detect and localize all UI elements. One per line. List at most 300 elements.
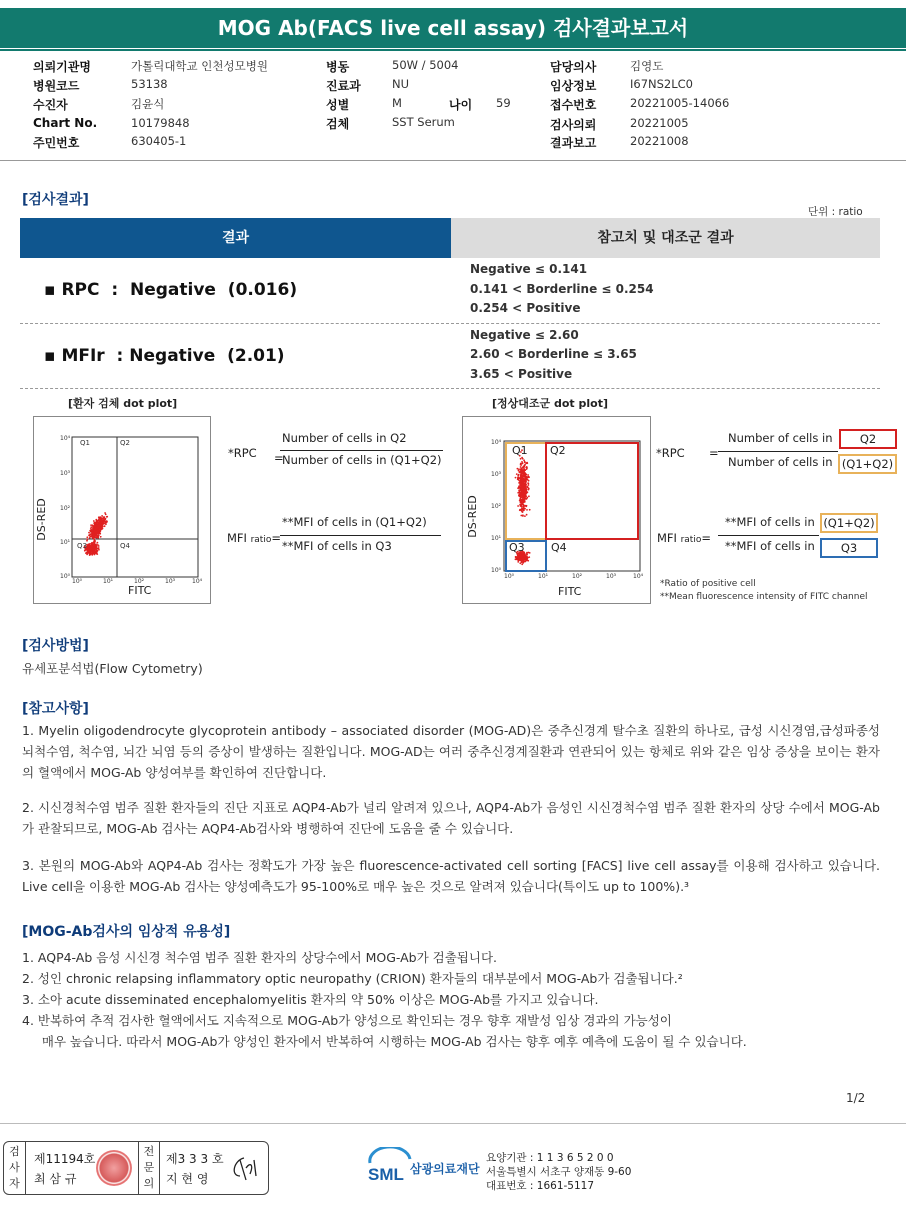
info-label: 병동 — [326, 60, 350, 74]
cell-dot — [95, 529, 97, 531]
cell-dot — [524, 505, 526, 507]
quadrant-label-q2: Q2 — [120, 439, 130, 447]
info-value: 20221005-14066 — [630, 96, 730, 110]
cell-dot — [522, 458, 524, 460]
info-value: I67NS2LC0 — [630, 77, 693, 91]
cell-dot — [99, 520, 101, 522]
cell-dot — [521, 473, 523, 475]
cell-dot — [520, 515, 522, 517]
info-value: M — [392, 96, 402, 110]
cell-dot — [525, 478, 527, 480]
sml-logo-mark — [366, 1147, 414, 1187]
y-tick: 10² — [60, 505, 71, 512]
q2-gate — [546, 443, 638, 539]
cell-dot — [524, 515, 526, 517]
cell-dot — [520, 479, 522, 481]
cell-dot — [520, 501, 522, 503]
cell-dot — [521, 506, 523, 508]
mfir-ref-line: 2.60 < Borderline ≤ 3.65 — [470, 347, 637, 361]
cell-dot — [86, 554, 88, 556]
cell-dot — [526, 497, 528, 499]
cell-dot — [525, 559, 527, 561]
clinical-heading: [MOG-Ab검사의 임상적 유용성] — [22, 924, 231, 940]
cell-dot — [523, 504, 525, 506]
cell-dot — [517, 505, 519, 507]
cell-dot — [93, 548, 95, 550]
footer-address-line: 서울특별시 서초구 양재동 9-60 — [486, 1166, 632, 1178]
cell-dot — [99, 523, 101, 525]
label-char: 자 — [9, 1177, 20, 1190]
info-label: 결과보고 — [550, 136, 597, 150]
mfir-ref-line: 3.65 < Positive — [470, 367, 573, 381]
row-divider — [20, 323, 880, 324]
cell-dot — [102, 526, 104, 528]
rpc-denominator: Number of cells in (Q1+Q2) — [282, 453, 442, 467]
label-char: 사 — [9, 1161, 20, 1174]
cell-dot — [97, 536, 99, 538]
y-tick: 10¹ — [60, 539, 71, 546]
cell-dot — [522, 478, 524, 480]
separator: : — [116, 346, 124, 366]
rpc-name: RPC — [61, 280, 100, 300]
info-value: 가톨릭대학교 인천성모병원 — [131, 59, 268, 73]
cell-dot — [522, 562, 524, 564]
examiner-license: 제11194호 — [34, 1152, 96, 1166]
cell-dot — [98, 530, 100, 532]
mfir-status: Negative — [129, 346, 216, 366]
info-value: NU — [392, 77, 410, 91]
cell-dot — [524, 462, 526, 464]
quadrant-label-q3: Q3 — [509, 541, 525, 554]
cell-dot — [522, 492, 524, 494]
note-paragraph: 3. 본원의 MOG-Ab와 AQP4-Ab 검사는 정확도가 가장 높은 fluorescence-activated cell sorting [FACS] live cell assay를 이용해 검사하고 있습니다. Live cell을 이용한 MOG-Ab 검사는 양성예측도가 95-100%로 매우 높은 것으로 알려져 있습니다(특이도 up to 100%).³ — [22, 858, 880, 894]
cell-dot — [92, 524, 94, 526]
info-label: Chart No. — [33, 116, 98, 130]
cell-dot — [106, 516, 108, 518]
patient-dot-plot — [33, 416, 211, 604]
control-dot-plot — [462, 416, 651, 604]
cell-dot — [90, 547, 92, 549]
cell-dot — [525, 498, 527, 500]
cell-dot — [95, 551, 97, 553]
mfi-label — [657, 531, 711, 545]
reference-column-header: 참고치 및 대조군 결과 — [451, 218, 880, 258]
info-value: 53138 — [131, 77, 168, 91]
cell-dot — [523, 466, 525, 468]
cell-dot — [517, 487, 519, 489]
cell-dot — [524, 491, 526, 493]
cell-dot — [517, 479, 519, 481]
cell-dot — [519, 504, 521, 506]
cell-dot — [93, 538, 95, 540]
info-value: 20221008 — [630, 134, 689, 148]
info-label: 검체 — [326, 117, 350, 131]
cell-dot — [93, 533, 95, 535]
x-tick: 10¹ — [103, 578, 114, 585]
y-axis-label: DS-RED — [34, 498, 48, 541]
cell-dot — [518, 491, 520, 493]
cell-dot — [528, 556, 530, 558]
cell-dot — [526, 489, 528, 491]
clinical-item: 1. AQP4-Ab 음성 시신경 척수염 범주 질환 환자의 상당수에서 MOG-Ab가 검출됩니다. — [22, 950, 497, 965]
cell-dot — [520, 485, 522, 487]
footer-divider — [0, 1123, 906, 1124]
unit-label: 단위 : ratio — [808, 206, 863, 218]
clinical-item: 4. 반복하여 추적 검사한 혈액에서도 지속적으로 MOG-Ab가 양성으로 확인되는 경우 향후 재발성 임상 경과의 가능성이 — [22, 1013, 672, 1028]
info-label: 담당의사 — [550, 60, 597, 74]
cell-dot — [105, 523, 107, 525]
cell-dot — [516, 473, 518, 475]
x-tick: 10⁴ — [192, 578, 203, 585]
x-tick: 10⁴ — [633, 573, 644, 580]
quadrant-label-q4: Q4 — [551, 541, 567, 554]
cell-dot — [529, 509, 531, 511]
cell-dot — [92, 535, 94, 537]
footnote: **Mean fluorescence intensity of FITC channel — [660, 592, 868, 602]
y-tick: 10³ — [60, 470, 71, 477]
cell-dot — [520, 476, 522, 478]
cell-dot — [88, 544, 90, 546]
cell-dot — [89, 553, 91, 555]
cell-dot — [520, 463, 522, 465]
cell-dot — [522, 489, 524, 491]
cell-dot — [522, 494, 524, 496]
cell-dot — [104, 525, 106, 527]
cell-dot — [101, 515, 103, 517]
specialist-name: 지 현 영 — [166, 1172, 209, 1186]
cell-dot — [95, 525, 97, 527]
cell-dot — [522, 500, 524, 502]
y-tick: 10⁰ — [60, 573, 71, 580]
specialist-license: 제3 3 3 호 — [166, 1152, 224, 1166]
official-seal — [96, 1150, 132, 1186]
rpc-denominator: Number of cells in — [728, 455, 833, 469]
cell-dot — [523, 471, 525, 473]
fraction-line — [718, 535, 819, 536]
mfi-denominator: **MFI of cells in Q3 — [282, 539, 392, 553]
info-divider — [0, 160, 906, 161]
cell-dot — [515, 477, 517, 479]
title-underline — [0, 49, 906, 51]
info-label: 의뢰기관명 — [33, 60, 91, 74]
rpc-ref-line: Negative ≤ 0.141 — [470, 262, 588, 276]
cell-dot — [526, 467, 528, 469]
cell-dot — [528, 489, 530, 491]
cell-dot — [92, 543, 94, 545]
info-label: 접수번호 — [550, 98, 597, 112]
equals-sign: = — [271, 531, 281, 545]
rpc-numerator: Number of cells in — [728, 431, 833, 445]
note-paragraph: 1. Myelin oligodendrocyte glycoprotein antibody – associated disorder (MOG-AD)은 중추신경계 탈수초 질환의 하나로, 급성 시신경염,급성파종성 뇌척수염, 척수염, 뇌간 뇌염 등의 증상이 발생하는 질환입니다. MOG-AD는 여러 중추신경계질환과 연관되어 있는 항체로 위와 같은 임상 증상을 보이는 환자의 혈액에서 MOG-Ab 양성여부를 확인하여 진단합니다. — [22, 723, 880, 780]
mfi-text: MFI — [227, 531, 247, 545]
cell-dot — [93, 520, 95, 522]
clinical-item: 2. 성인 chronic relapsing inflammatory optic neuropathy (CRION) 환자들의 대부분에서 MOG-Ab가 검출됩니다.² — [22, 971, 683, 986]
specialist-label — [138, 1142, 160, 1194]
cell-dot — [522, 462, 524, 464]
mfi-subscript: ratio — [680, 535, 702, 545]
q3-box: Q3 — [820, 538, 878, 558]
cell-dot — [519, 509, 521, 511]
cell-dot — [91, 530, 93, 532]
cell-dot — [527, 560, 529, 562]
label-char: 전 — [143, 1145, 155, 1158]
cell-dot — [519, 562, 521, 564]
cell-dot — [86, 551, 88, 553]
cell-dot — [88, 547, 90, 549]
cell-dot — [91, 550, 93, 552]
cell-dot — [95, 523, 97, 525]
info-label: 임상정보 — [550, 79, 597, 93]
results-heading: [검사결과] — [22, 192, 89, 208]
cell-dot — [90, 526, 92, 528]
x-tick: 10³ — [606, 573, 617, 580]
mfi-label — [227, 531, 281, 545]
y-tick: 10⁴ — [491, 439, 502, 446]
plot-frame — [72, 437, 198, 577]
cell-dot — [517, 475, 519, 477]
cell-dot — [524, 473, 526, 475]
cell-dot — [101, 518, 103, 520]
control-plot-title: [정상대조군 dot plot] — [492, 397, 608, 410]
method-heading: [검사방법] — [22, 638, 89, 654]
cell-dot — [88, 532, 90, 534]
cell-dot — [524, 508, 526, 510]
cell-dot — [89, 550, 91, 552]
cell-dot — [91, 554, 93, 556]
cell-dot — [98, 547, 100, 549]
info-value: 10179848 — [131, 116, 190, 130]
cell-dot — [95, 531, 97, 533]
cell-dots — [84, 512, 108, 556]
cell-dot — [523, 481, 525, 483]
page-number: 1/2 — [846, 1091, 866, 1105]
cell-dot — [528, 495, 530, 497]
cell-dot — [517, 477, 519, 479]
cell-dot — [526, 514, 528, 516]
cell-dot — [98, 516, 100, 518]
equals-sign: = — [274, 451, 284, 465]
cell-dot — [100, 536, 102, 538]
bullet: ▪ — [44, 280, 56, 300]
y-tick: 10⁴ — [60, 435, 71, 442]
y-tick: 10¹ — [491, 535, 502, 542]
examiner-label — [4, 1142, 26, 1194]
cell-dot — [94, 552, 96, 554]
cell-dot — [101, 520, 103, 522]
info-label: 주민번호 — [33, 136, 80, 150]
bullet: ▪ — [44, 346, 56, 366]
cell-dot — [91, 552, 93, 554]
cell-dot — [523, 556, 525, 558]
footnote: *Ratio of positive cell — [660, 579, 756, 589]
method-text: 유세포분석법(Flow Cytometry) — [22, 661, 203, 676]
cell-dot — [526, 476, 528, 478]
report-title: MOG Ab(FACS live cell assay) 검사결과보고서 — [0, 8, 906, 48]
q1q2-box: (Q1+Q2) — [820, 513, 878, 533]
x-tick: 10³ — [165, 578, 176, 585]
footer-address-line: 대표번호 : 1661-5117 — [486, 1180, 595, 1192]
fraction-line — [280, 450, 443, 451]
y-axis-label: DS-RED — [465, 495, 479, 538]
cell-dot — [97, 542, 99, 544]
cell-dot — [102, 524, 104, 526]
x-axis-label: FITC — [128, 584, 152, 597]
quadrant-label-q1: Q1 — [80, 439, 90, 447]
cell-dot — [516, 557, 518, 559]
cell-dot — [528, 483, 530, 485]
cell-dot — [520, 489, 522, 491]
label-char: 검 — [9, 1145, 20, 1158]
fraction-line — [280, 535, 441, 536]
cell-dot — [524, 501, 526, 503]
rpc-ref-line: 0.254 < Positive — [470, 301, 581, 315]
patient-plot-title: [환자 검체 dot plot] — [68, 397, 178, 410]
examiner-name: 최 삼 규 — [34, 1172, 77, 1186]
cell-dot — [528, 480, 530, 482]
cell-dot — [527, 477, 529, 479]
y-tick: 10² — [491, 503, 502, 510]
y-tick: 10⁰ — [491, 567, 502, 574]
clinical-item: 3. 소아 acute disseminated encephalomyelitis 환자의 약 50% 이상은 MOG-Ab를 가지고 있습니다. — [22, 992, 599, 1007]
cell-dot — [517, 468, 519, 470]
cell-dot — [522, 497, 524, 499]
quadrant-label-q1: Q1 — [512, 444, 528, 457]
rpc-label: *RPC — [228, 446, 257, 460]
cell-dot — [525, 557, 527, 559]
cell-dot — [526, 462, 528, 464]
y-tick: 10³ — [491, 471, 502, 478]
quadrant-label-q3: Q3 — [77, 542, 87, 550]
info-value: 김윤식 — [131, 97, 165, 111]
cell-dot — [526, 509, 528, 511]
quadrant-label-q2: Q2 — [550, 444, 566, 457]
mfi-numerator: **MFI of cells in (Q1+Q2) — [282, 515, 427, 529]
row-divider — [20, 388, 880, 389]
cell-dot — [522, 558, 524, 560]
note-paragraph: 2. 시신경척수염 범주 질환 환자들의 진단 지표로 AQP4-Ab가 널리 알려져 있으나, AQP4-Ab가 음성인 시신경척수염 범주 질환 환자의 상당 수에서 MOG-Ab가 관찰되므로, MOG-Ab 검사는 AQP4-Ab검사와 병행하여 진단에 도움을 줄 수 있습니다. — [22, 800, 880, 836]
result-column-header: 결과 — [20, 218, 451, 258]
info-value: 50W / 5004 — [392, 58, 459, 72]
info-label: 검사의뢰 — [550, 118, 597, 132]
rpc-numerator: Number of cells in Q2 — [282, 431, 407, 445]
info-value: 630405-1 — [131, 134, 187, 148]
cell-dot — [520, 472, 522, 474]
rpc-value: (0.016) — [227, 280, 298, 300]
cell-dot — [519, 482, 521, 484]
cell-dot — [89, 535, 91, 537]
rpc-label: *RPC — [656, 446, 685, 460]
label-char: 의 — [143, 1177, 155, 1190]
signature-box — [3, 1141, 269, 1195]
info-value: 김영도 — [630, 59, 664, 73]
cell-dot — [524, 486, 526, 488]
info-value-age: 59 — [496, 96, 511, 110]
fraction-line — [718, 451, 838, 452]
q1q2-box: (Q1+Q2) — [838, 454, 897, 474]
q2-box: Q2 — [839, 429, 897, 449]
rpc-ref-line: 0.141 < Borderline ≤ 0.254 — [470, 282, 654, 296]
sml-logo — [366, 1147, 480, 1187]
mfir-result — [44, 346, 285, 366]
equals-sign: = — [709, 446, 719, 460]
info-label: 진료과 — [326, 79, 361, 93]
x-tick: 10² — [134, 578, 145, 585]
separator: : — [111, 280, 119, 300]
cell-dot — [91, 546, 93, 548]
mfir-name: MFIr — [61, 346, 105, 366]
cell-dot — [525, 494, 527, 496]
cell-dot — [90, 528, 92, 530]
cell-dot — [518, 489, 520, 491]
quadrant-label-q4: Q4 — [120, 542, 130, 550]
cell-dot — [525, 485, 527, 487]
mfi-subscript: ratio — [250, 535, 272, 545]
rpc-result — [44, 280, 297, 300]
cell-dot — [522, 515, 524, 517]
cell-dot — [104, 519, 106, 521]
cell-dot — [97, 544, 99, 546]
cell-dot — [520, 466, 522, 468]
cell-dot — [86, 536, 88, 538]
x-tick: 10¹ — [538, 573, 549, 580]
cell-dot — [520, 458, 522, 460]
cell-dot — [523, 469, 525, 471]
mfi-text: MFI — [657, 531, 677, 545]
info-label: 수진자 — [33, 98, 68, 112]
mfir-value: (2.01) — [227, 346, 285, 366]
rpc-status: Negative — [129, 280, 216, 300]
logo-text: SML — [368, 1165, 404, 1184]
cell-dot — [523, 459, 525, 461]
cell-dot — [100, 528, 102, 530]
cell-dot — [104, 517, 106, 519]
mfi-denominator: **MFI of cells in — [725, 539, 815, 553]
x-tick: 10² — [572, 573, 583, 580]
cell-dot — [89, 537, 91, 539]
cell-dot — [95, 545, 97, 547]
cell-dot — [89, 530, 91, 532]
equals-sign: = — [701, 531, 711, 545]
cell-dot — [521, 468, 523, 470]
cell-dot — [519, 500, 521, 502]
cell-dot — [521, 508, 523, 510]
cell-dot — [522, 485, 524, 487]
cell-dot — [87, 538, 89, 540]
cell-dot — [517, 561, 519, 563]
x-tick: 10⁰ — [72, 578, 83, 585]
footer-address-line: 요양기관 : 1 1 3 6 5 2 0 0 — [486, 1152, 614, 1164]
cell-dot — [520, 491, 522, 493]
info-value: SST Serum — [392, 115, 455, 129]
clinical-item: 매우 높습니다. 따라서 MOG-Ab가 양성인 환자에서 반복하여 시행하는 MOG-Ab 검사는 향후 예후 예측에 도움이 될 수 있습니다. — [22, 1034, 747, 1049]
info-label: 성별 — [326, 98, 350, 112]
cell-dot — [105, 514, 107, 516]
cell-dot — [522, 508, 524, 510]
x-tick: 10⁰ — [504, 573, 515, 580]
handwritten-signature — [226, 1150, 262, 1186]
org-name: 삼광의료재단 — [410, 1162, 480, 1176]
info-label-age: 나이 — [449, 98, 473, 112]
cell-dot — [517, 555, 519, 557]
cell-dot — [518, 494, 520, 496]
cell-dot — [527, 474, 529, 476]
info-label: 병원코드 — [33, 79, 80, 93]
info-value: 20221005 — [630, 116, 689, 130]
cell-dot — [93, 530, 95, 532]
cell-dot — [519, 557, 521, 559]
mfi-numerator: **MFI of cells in — [725, 515, 815, 529]
mfir-ref-line: Negative ≤ 2.60 — [470, 328, 579, 342]
